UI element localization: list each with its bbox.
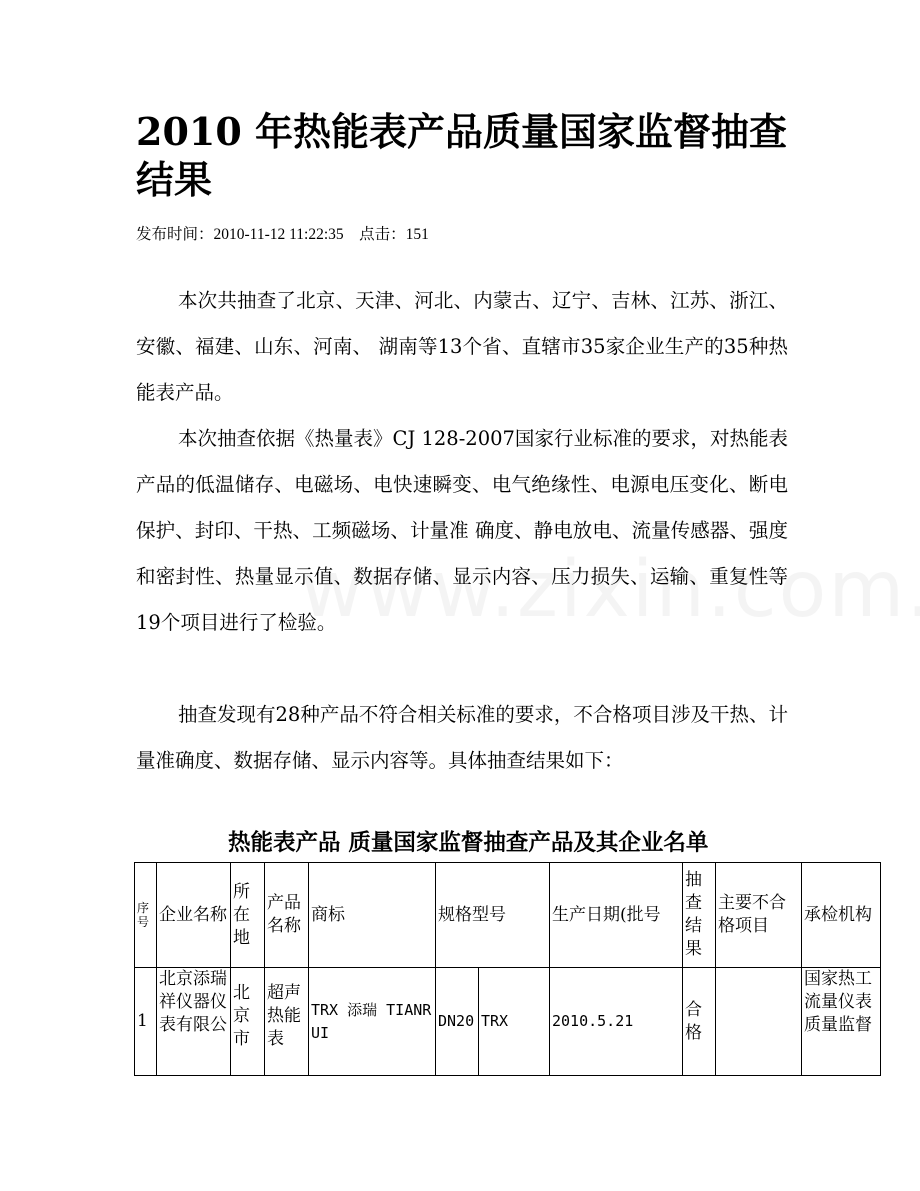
paragraph-basis: 本次抽查依据《热量表》CJ 128-2007国家行业标准的要求，对热能表产品的低温储存、电磁场、电快速瞬变、电气绝缘性、电源电压变化、断电保护、封印、干热、工频磁场、计量准 确度、静电放电、流量传感器、强度和密封性、热量显示值、数据存储、显示内容、压力损失、运输、重复性等19个项目进行了检验。	[136, 427, 788, 634]
cell-failed-items	[716, 968, 802, 1076]
cell-company: 北京添瑞祥仪器仪表有限公	[157, 968, 231, 1076]
table-title: 热能表产品 质量国家监督抽查产品及其企业名单	[228, 830, 709, 856]
cell-location: 北京市	[231, 968, 265, 1076]
header-seq: 序号	[135, 863, 157, 968]
header-model: 规格型号	[436, 863, 550, 968]
paragraph-findings: 抽查发现有28种产品不符合相关标准的要求，不合格项目涉及干热、计量准确度、数据存储、显示内容等。具体抽查结果如下：	[136, 703, 788, 772]
results-table	[134, 862, 881, 1076]
table-row	[135, 968, 881, 1076]
cell-product: 超声热能表	[265, 968, 309, 1076]
page-title: 2010 年热能表产品质量国家监督抽查结果	[136, 109, 787, 202]
table-header-row	[135, 863, 881, 968]
cell-brand: TRX 添瑞 TIANRUI	[309, 968, 436, 1076]
header-company: 企业名称	[157, 863, 231, 968]
header-lab: 承检机构	[802, 863, 881, 968]
cell-date: 2010.5.21	[550, 968, 683, 1076]
paragraph-scope: 本次共抽查了北京、天津、河北、内蒙古、辽宁、吉林、江苏、浙江、安徽、福建、山东、河南、 湖南等13个省、直辖市35家企业生产的35种热能表产品。	[136, 289, 788, 404]
header-failed-items: 主要不合格项目	[716, 863, 802, 968]
cell-model-code: TRX	[479, 968, 550, 1076]
header-product: 产品名称	[265, 863, 309, 968]
header-result: 抽查结果	[683, 863, 716, 968]
cell-seq: 1	[135, 968, 157, 1076]
publish-meta: 发布时间：2010-11-12 11:22:35 点击：151	[136, 226, 429, 243]
cell-model-size: DN20	[436, 968, 479, 1076]
header-location: 所在地	[231, 863, 265, 968]
header-brand: 商标	[309, 863, 436, 968]
header-date: 生产日期(批号	[550, 863, 683, 968]
cell-result: 合格	[683, 968, 716, 1076]
cell-lab: 国家热工流量仪表质量监督	[802, 968, 881, 1076]
